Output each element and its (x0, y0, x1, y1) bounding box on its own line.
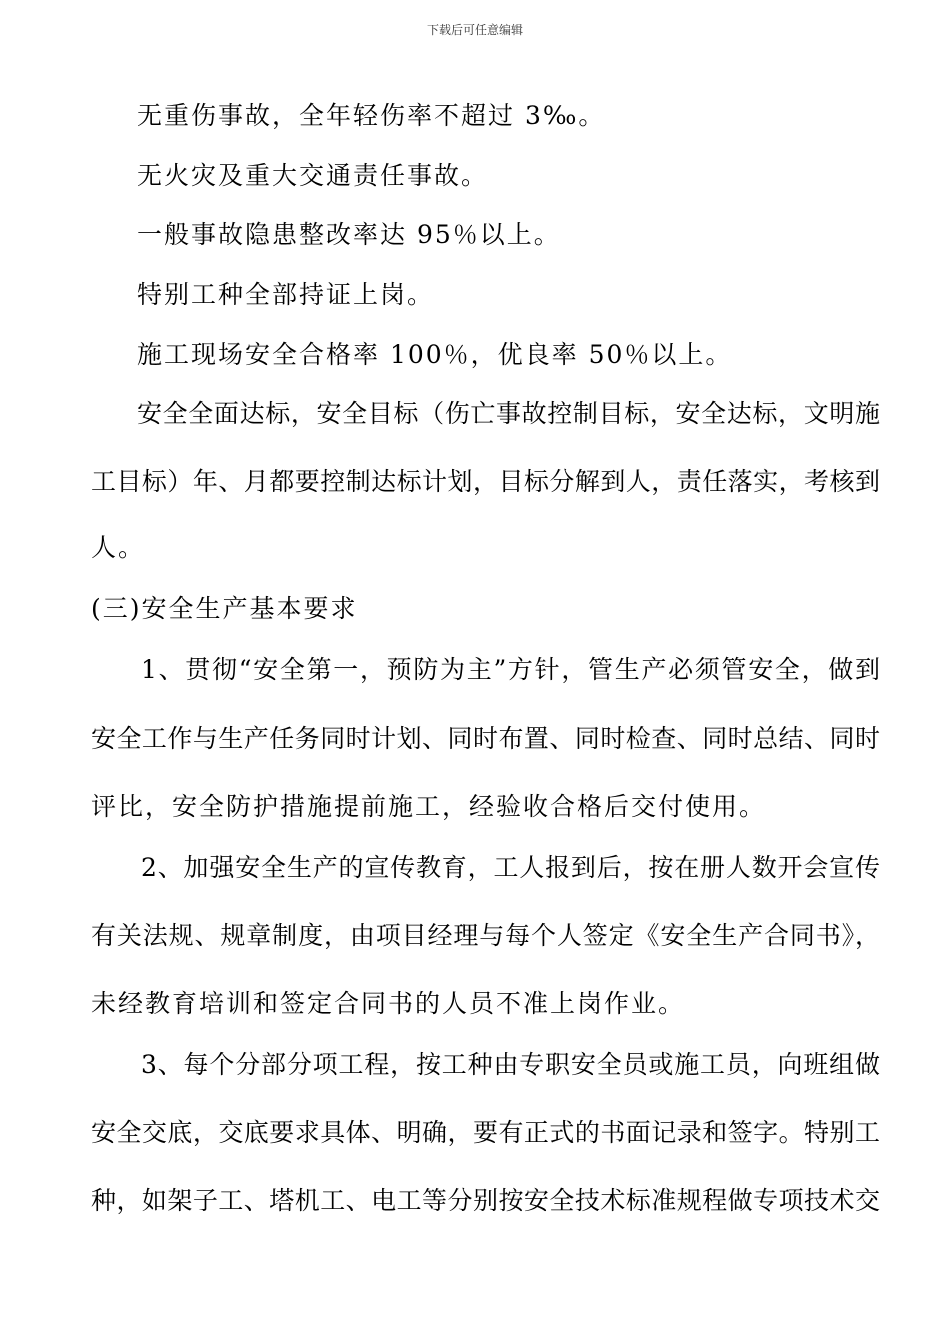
text-line: 未经教育培训和签定合同书的人员不准上岗作业。 (91, 989, 686, 1018)
text-line: 种，如架子工、塔机工、电工等分别按安全技术标准规程做专项技术交 (91, 1186, 880, 1215)
text-line: 2、加强安全生产的宣传教育，工人报到后，按在册人数开会宣传 (141, 853, 880, 882)
text-line: 无重伤事故，全年轻伤率不超过 3‰。 (137, 101, 606, 130)
text-line: 安全交底，交底要求具体、明确，要有正式的书面记录和签字。特别工 (91, 1118, 880, 1147)
text-line: 一般事故隐患整改率达 95％以上。 (137, 220, 561, 249)
text-line: 1、贯彻“安全第一，预防为主”方针，管生产必须管安全，做到 (141, 655, 880, 684)
page-header: 下载后可任意编辑 (426, 23, 523, 37)
text-line: 工目标）年、月都要控制达标计划，目标分解到人，责任落实，考核到 (91, 467, 880, 496)
text-line: 无火灾及重大交通责任事故。 (137, 161, 489, 190)
text-line: 有关法规、规章制度，由项目经理与每个人签定《安全生产合同书》， (91, 921, 880, 950)
text-line: 评比，安全防护措施提前施工，经验收合格后交付使用。 (91, 792, 767, 821)
text-line: 施工现场安全合格率 100％，优良率 50％以上。 (137, 340, 733, 369)
text-line: 安全工作与生产任务同时计划、同时布置、同时检查、同时总结、同时 (91, 724, 880, 753)
text-line: 特别工种全部持证上岗。 (137, 280, 435, 309)
text-line: 人。 (91, 533, 146, 562)
section-heading: (三)安全生产基本要求 (91, 594, 358, 623)
text-line: 安全全面达标，安全目标（伤亡事故控制目标，安全达标，文明施 (137, 399, 880, 428)
text-line: 3、每个分部分项工程，按工种由专职安全员或施工员，向班组做 (141, 1050, 880, 1079)
